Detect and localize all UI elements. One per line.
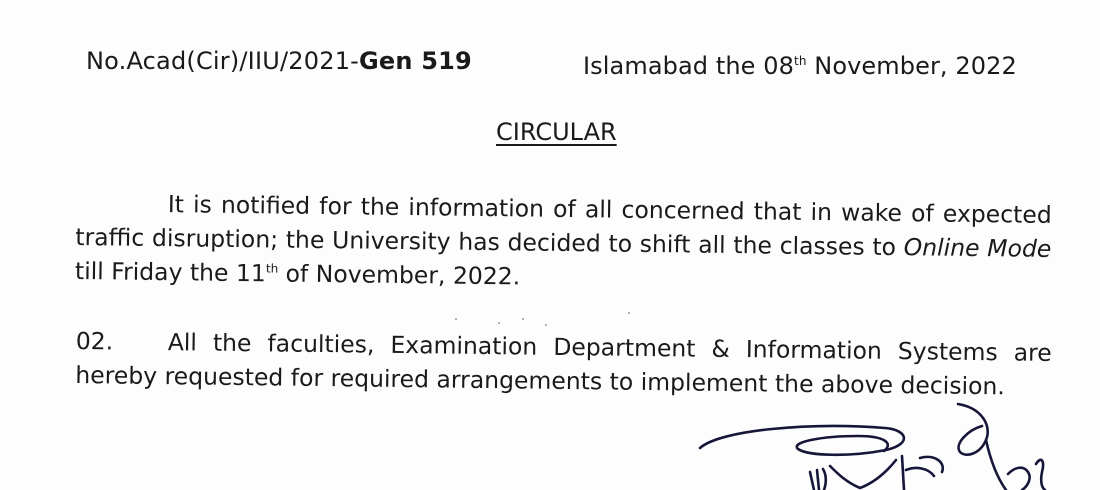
paragraph-2-text: All the faculties, Examination Department & Information Systems are hereby requested for required arrangements to implement the above decision. bbox=[75, 328, 1052, 401]
paragraph-1-text-end: of November, 2022. bbox=[277, 259, 521, 291]
paragraph-1-text-after: till Friday the 11 bbox=[74, 256, 267, 288]
scan-speck bbox=[455, 318, 457, 320]
reference-number bbox=[86, 47, 472, 75]
paragraph-2-number: 02. bbox=[75, 326, 114, 356]
date-suffix: November, 2022 bbox=[806, 52, 1017, 80]
paragraph-1-text-before: It is notified for the information of all concerned that in wake of expected traffic disruption; the University has decided to shift all the classes to bbox=[75, 190, 1052, 262]
date-ordinal: th bbox=[794, 54, 807, 68]
paragraph-1-ordinal: th bbox=[265, 261, 279, 276]
signature bbox=[690, 396, 1060, 490]
scan-speck bbox=[628, 312, 630, 314]
date-prefix: Islamabad the 08 bbox=[583, 52, 795, 80]
scan-speck bbox=[522, 318, 524, 320]
online-mode-emphasis: Online Mode bbox=[903, 233, 1052, 263]
paragraph-2 bbox=[75, 324, 1052, 404]
scan-speck bbox=[498, 322, 500, 324]
paragraph-1 bbox=[75, 186, 1052, 300]
page-title: CIRCULAR bbox=[496, 118, 617, 146]
reference-prefix: No.Acad(Cir)/IIU/2021- bbox=[86, 47, 360, 75]
reference-code: Gen 519 bbox=[359, 47, 472, 75]
scan-speck bbox=[545, 324, 547, 326]
date-line bbox=[583, 52, 1017, 80]
